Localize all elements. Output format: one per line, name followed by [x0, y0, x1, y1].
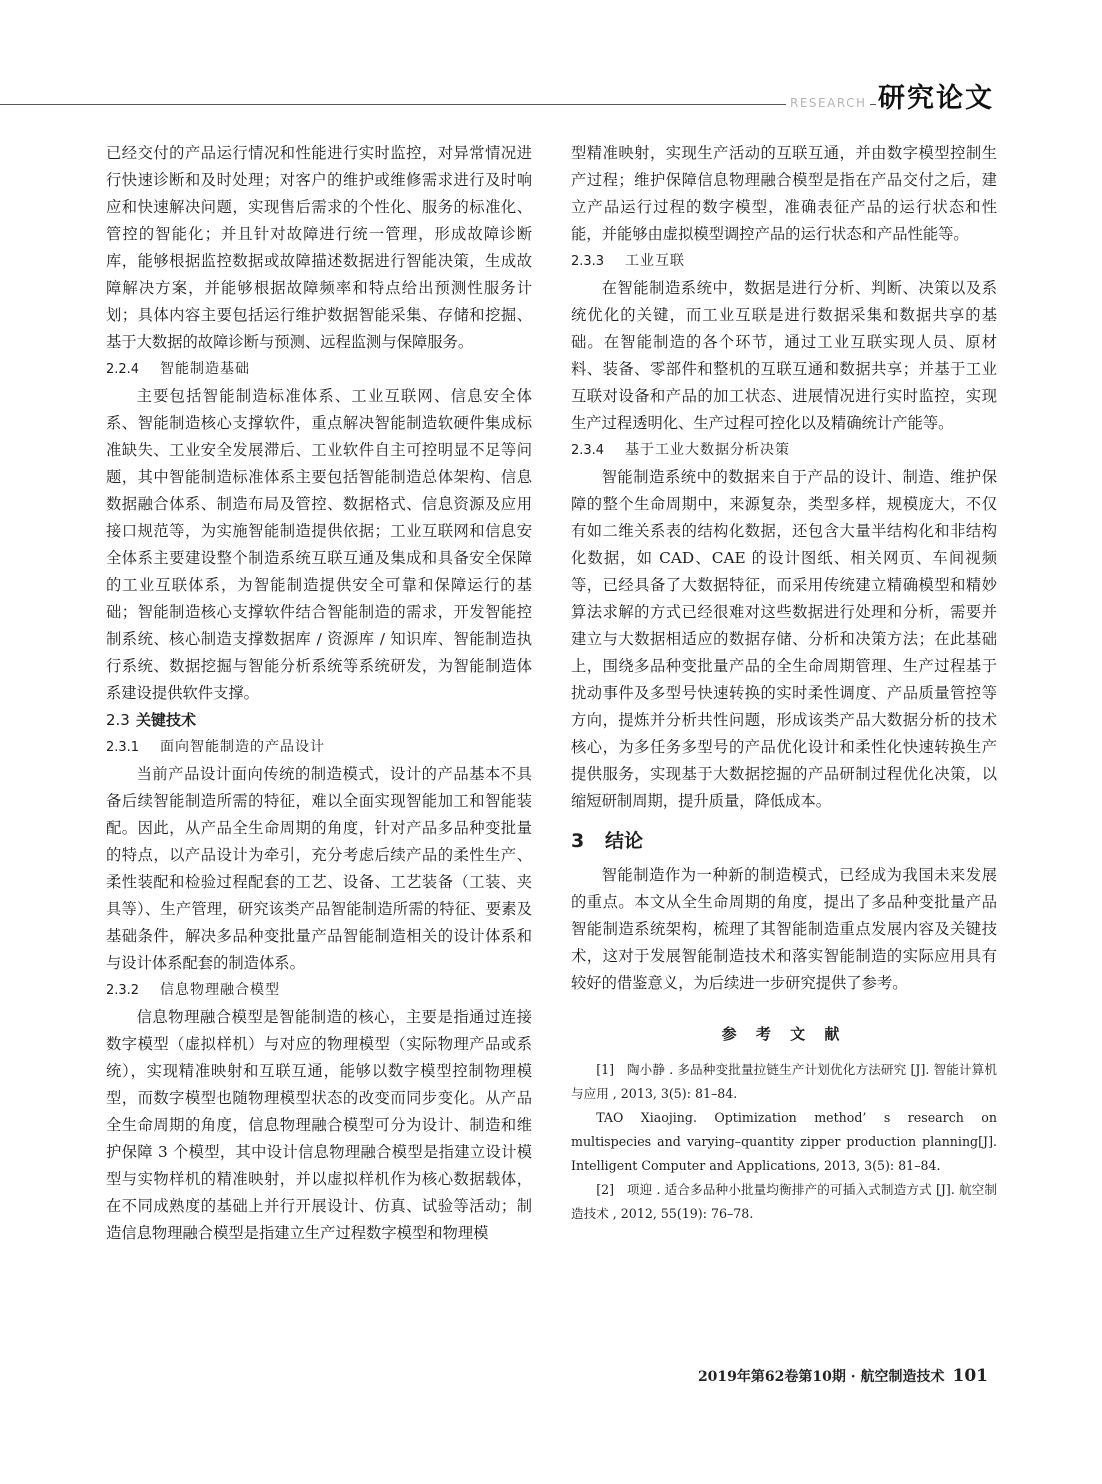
section-heading-2-3-2 — [106, 977, 532, 1004]
section-number: 2.2.4 — [106, 362, 140, 377]
right-column — [571, 140, 997, 1226]
section-title: 工业互联 — [625, 253, 685, 269]
paragraph: 智能制造作为一种新的制造模式，已经成为我国未来发展的重点。本文从全生命周期的角度，提出了多品种变批量产品智能制造系统架构，梳理了其智能制造重点发展内容及关键技术，这对于发展智能制造技术和落实智能制造的实际应用具有较好的借鉴意义，为后续进一步研究提供了参考。 — [571, 866, 997, 992]
section-title: 信息物理融合模型 — [160, 982, 280, 998]
section-title: 结论 — [605, 830, 644, 852]
references-title: 参 考 文 献 — [721, 1025, 847, 1043]
paragraph: 在智能制造系统中，数据是进行分析、判断、决策以及系统优化的关键，而工业互联是进行数据采集和数据共享的基础。在智能制造的各个环节，通过工业互联实现人员、原材料、装备、零部件和整机的互联互通和数据共享；并基于工业互联对设备和产品的加工状态、进展情况进行实时监控，实现生产过程透明化、生产过程可控化以及精确统计产能等。 — [571, 279, 997, 432]
paragraph: 主要包括智能制造标准体系、工业互联网、信息安全体系、智能制造核心支撑软件，重点解决智能制造软硬件集成标准缺失、工业安全发展滞后、工业软件自主可控明显不足等问题，其中智能制造标准体系主要包括智能制造总体架构、信息数据融合体系、制造布局及管控、数据格式、信息资源及应用接口规范等，为实施智能制造提供依据；工业互联网和信息安全体系主要建设整个制造系统互联互通及集成和具备安全保障的工业互联体系，为智能制造提供安全可靠和保障运行的基础；智能制造核心支撑软件结合智能制造的需求，开发智能控制系统、核心制造支撑数据库 / 资源库 / 知识库、智能制造执行系统、数据挖掘与智能分析系统等系统研发，为智能制造体系建设提供软件支撑。 — [106, 387, 532, 702]
reference-item-translation: TAO Xiaojing. Optimization method’ s research on multispecies and varying–quantity zipper production planning[J]. Intelligent Computer and Applications, 2013, 3(5): 81–84. — [571, 1110, 997, 1173]
section-heading-2-3 — [106, 707, 532, 734]
section-number: 2.3.3 — [571, 254, 605, 269]
reference-item: [2] 项迎 . 适合多品种小批量均衡排产的可插入式制造方式 [J]. 航空制造技术 , 2012, 55(19): 76–78. — [571, 1182, 997, 1221]
paragraph: 已经交付的产品运行情况和性能进行实时监控，对异常情况进行快速诊断和及时处理；对客户的维护或维修需求进行及时响应和快速解决问题，实现售后需求的个性化、服务的标准化、管控的智能化；并且针对故障进行统一管理，形成故障诊断库，能够根据监控数据或故障描述数据进行智能决策，生成故障解决方案，并能够根据故障频率和特点给出预测性服务计划；具体内容主要包括运行维护数据智能采集、存储和挖掘、基于大数据的故障诊断与预测、远程监测与保障服务。 — [106, 144, 532, 351]
section-number: 2.3.1 — [106, 740, 140, 755]
header-label-en: RESEARCH — [786, 96, 870, 110]
paragraph: 信息物理融合模型是智能制造的核心，主要是指通过连接数字模型（虚拟样机）与对应的物理模型（实际物理产品或系统），实现精准映射和互联互通，能够以数字模型控制物理模型，而数字模型也随物理模型状态的改变而同步变化。从产品全生命周期的角度，信息物理融合模型可分为设计、制造和维护保障 3 个模型，其中设计信息物理融合模型是指建立设计模型与实物样机的精准映射，并以虚拟样机作为核心数据载体，在不同成熟度的基础上并行开展设计、仿真、试验等活动；制造信息物理融合模型是指建立生产过程数字模型和物理模 — [106, 1008, 532, 1242]
section-title: 智能制造基础 — [160, 361, 250, 377]
section-number: 2.3.4 — [571, 443, 605, 458]
section-title: 面向智能制造的产品设计 — [160, 739, 325, 755]
paragraph: 型精准映射，实现生产活动的互联互通，并由数字模型控制生产过程；维护保障信息物理融合模型是指在产品交付之后，建立产品运行过程的数字模型，准确表征产品的运行状态和性能，并能够由虚拟模型调控产品的运行状态和产品性能等。 — [571, 144, 997, 243]
section-heading-2-3-1 — [106, 734, 532, 761]
section-heading-3 — [571, 828, 997, 855]
section-title: 基于工业大数据分析决策 — [625, 442, 790, 458]
section-heading-2-2-4 — [106, 356, 532, 383]
section-number: 3 — [571, 830, 585, 852]
reference-item: [1] 陶小静 . 多品种变批量拉链生产计划优化方法研究 [J]. 智能计算机与应用 , 2013, 3(5): 81–84. — [571, 1062, 997, 1101]
page-number: 101 — [952, 1366, 988, 1386]
paragraph: 当前产品设计面向传统的制造模式，设计的产品基本不具备后续智能制造所需的特征，难以全面实现智能加工和智能装配。因此，从产品全生命周期的角度，针对产品多品种变批量的特点，以产品设计为牵引，充分考虑后续产品的柔性生产、柔性装配和检验过程配套的工艺、设备、工艺装备（工装、夹具等）、生产管理，研究该类产品智能制造所需的特征、要素及基础条件，解决多品种变批量产品智能制造相关的设计体系和与设计体系配套的制造体系。 — [106, 765, 532, 972]
section-title: 关键技术 — [136, 711, 197, 729]
section-heading-2-3-4 — [571, 437, 997, 464]
left-column — [106, 140, 532, 1247]
paragraph: 智能制造系统中的数据来自于产品的设计、制造、维护保障的整个生命周期中，来源复杂，类型多样，规模庞大，不仅有如二维关系表的结构化数据，还包含大量半结构化和非结构化数据，如 CAD、CAE 的设计图纸、相关网页、车间视频等，已经具备了大数据特征，而采用传统建立精确模型和精妙算法求解的方式已经很难对这些数据进行处理和分析，需要并建立与大数据相适应的数据存储、分析和决策方法；在此基础上，围绕多品种变批量产品的全生命周期管理、生产过程基于扰动事件及多型号快速转换的实时柔性调度、产品质量管控等方向，提炼并分析共性问题，形成该类产品大数据分析的技术核心，为多任务多型号的产品优化设计和柔性化快速转换生产提供服务，实现基于大数据挖掘的产品研制过程优化决策，以缩短研制周期，提升质量，降低成本。 — [571, 468, 997, 810]
section-number: 2.3.2 — [106, 983, 140, 998]
header-label-zh: 研究论文 — [876, 76, 1000, 115]
page-footer — [698, 1366, 988, 1386]
section-number: 2.3 — [106, 711, 130, 729]
section-heading-2-3-3 — [571, 248, 997, 275]
journal-issue: 2019年第62卷第10期 · 航空制造技术 — [697, 1369, 945, 1385]
